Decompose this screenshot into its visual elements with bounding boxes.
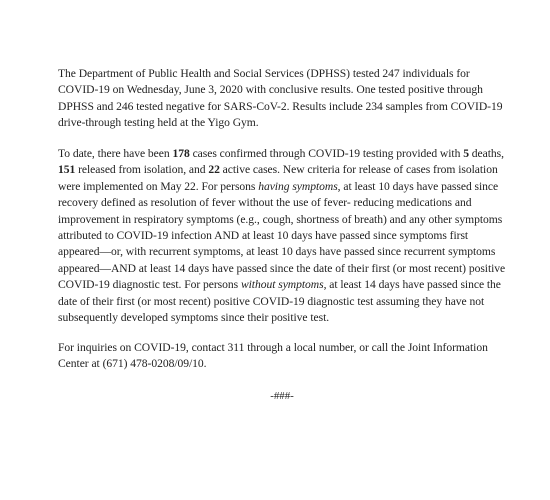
- text-line: subsequently developed symptoms since their positive test.: [58, 311, 330, 325]
- text-run: released from isolation, and: [75, 163, 209, 177]
- text-line: improvement in respiratory symptoms (e.g., cough, shortness of breath) and any other symptoms: [58, 212, 503, 226]
- text-run: , at least 14 days have passed since the: [323, 278, 501, 292]
- emphasis-without-symptoms: without symptoms: [240, 278, 324, 292]
- text-line: [58, 179, 506, 195]
- emphasis-having-symptoms: having symptoms: [258, 179, 338, 193]
- deaths-count: 5: [463, 147, 469, 160]
- text-line: [58, 277, 506, 293]
- confirmed-cases-count: 178: [172, 147, 190, 160]
- end-of-release-mark: -###-: [270, 390, 294, 402]
- text-run: COVID-19 diagnostic test. For persons: [58, 278, 241, 292]
- text-line: appeared—or, with recurrent symptoms, at least 10 days have passed since recurrent symptoms: [58, 245, 496, 259]
- active-cases-count: 22: [208, 163, 220, 177]
- paragraph-inquiries-contact: [58, 340, 506, 373]
- text-line: The Department of Public Health and Social Services (DPHSS) tested 247 individuals for: [58, 67, 470, 80]
- text-run: active cases. New criteria for release of cases from isolation: [219, 163, 498, 177]
- text-line: DPHSS and 246 tested negative for SARS-CoV-2. Results include 234 samples from COVID-19: [58, 99, 503, 113]
- paragraph-testing-results: [58, 66, 506, 132]
- text-line: date of their first (or most recent) positive COVID-19 diagnostic test assuming they have not: [58, 294, 485, 308]
- text-line: [58, 146, 506, 162]
- text-run: , at least 10 days have passed since: [337, 179, 499, 193]
- text-run: cases confirmed through COVID-19 testing provided with: [189, 147, 464, 160]
- text-line: attributed to COVID-19 infection AND at least 10 days have passed since symptoms first: [58, 229, 469, 243]
- text-line: For inquiries on COVID-19, contact 311 through a local number, or call the Joint Information: [58, 341, 488, 354]
- text-line: appeared—AND at least 14 days have passed since the date of their first (or most recent) positive: [58, 261, 506, 275]
- text-run: were implemented on May 22. For persons: [58, 179, 259, 193]
- paragraph-case-totals-and-criteria: [58, 146, 506, 326]
- text-line: drive-through testing held at the Yigo Gym.: [58, 116, 259, 130]
- text-run: deaths,: [468, 147, 504, 160]
- text-line: recovery defined as resolution of fever without the use of fever- reducing medications and: [58, 196, 472, 210]
- text-line: COVID-19 on Wednesday, June 3, 2020 with conclusive results. One tested positive through: [58, 83, 483, 97]
- text-line: Center at (671) 478-0208/09/10.: [58, 357, 207, 371]
- text-line: [58, 162, 506, 178]
- text-run: To date, there have been: [58, 147, 173, 160]
- released-count: 151: [58, 163, 76, 177]
